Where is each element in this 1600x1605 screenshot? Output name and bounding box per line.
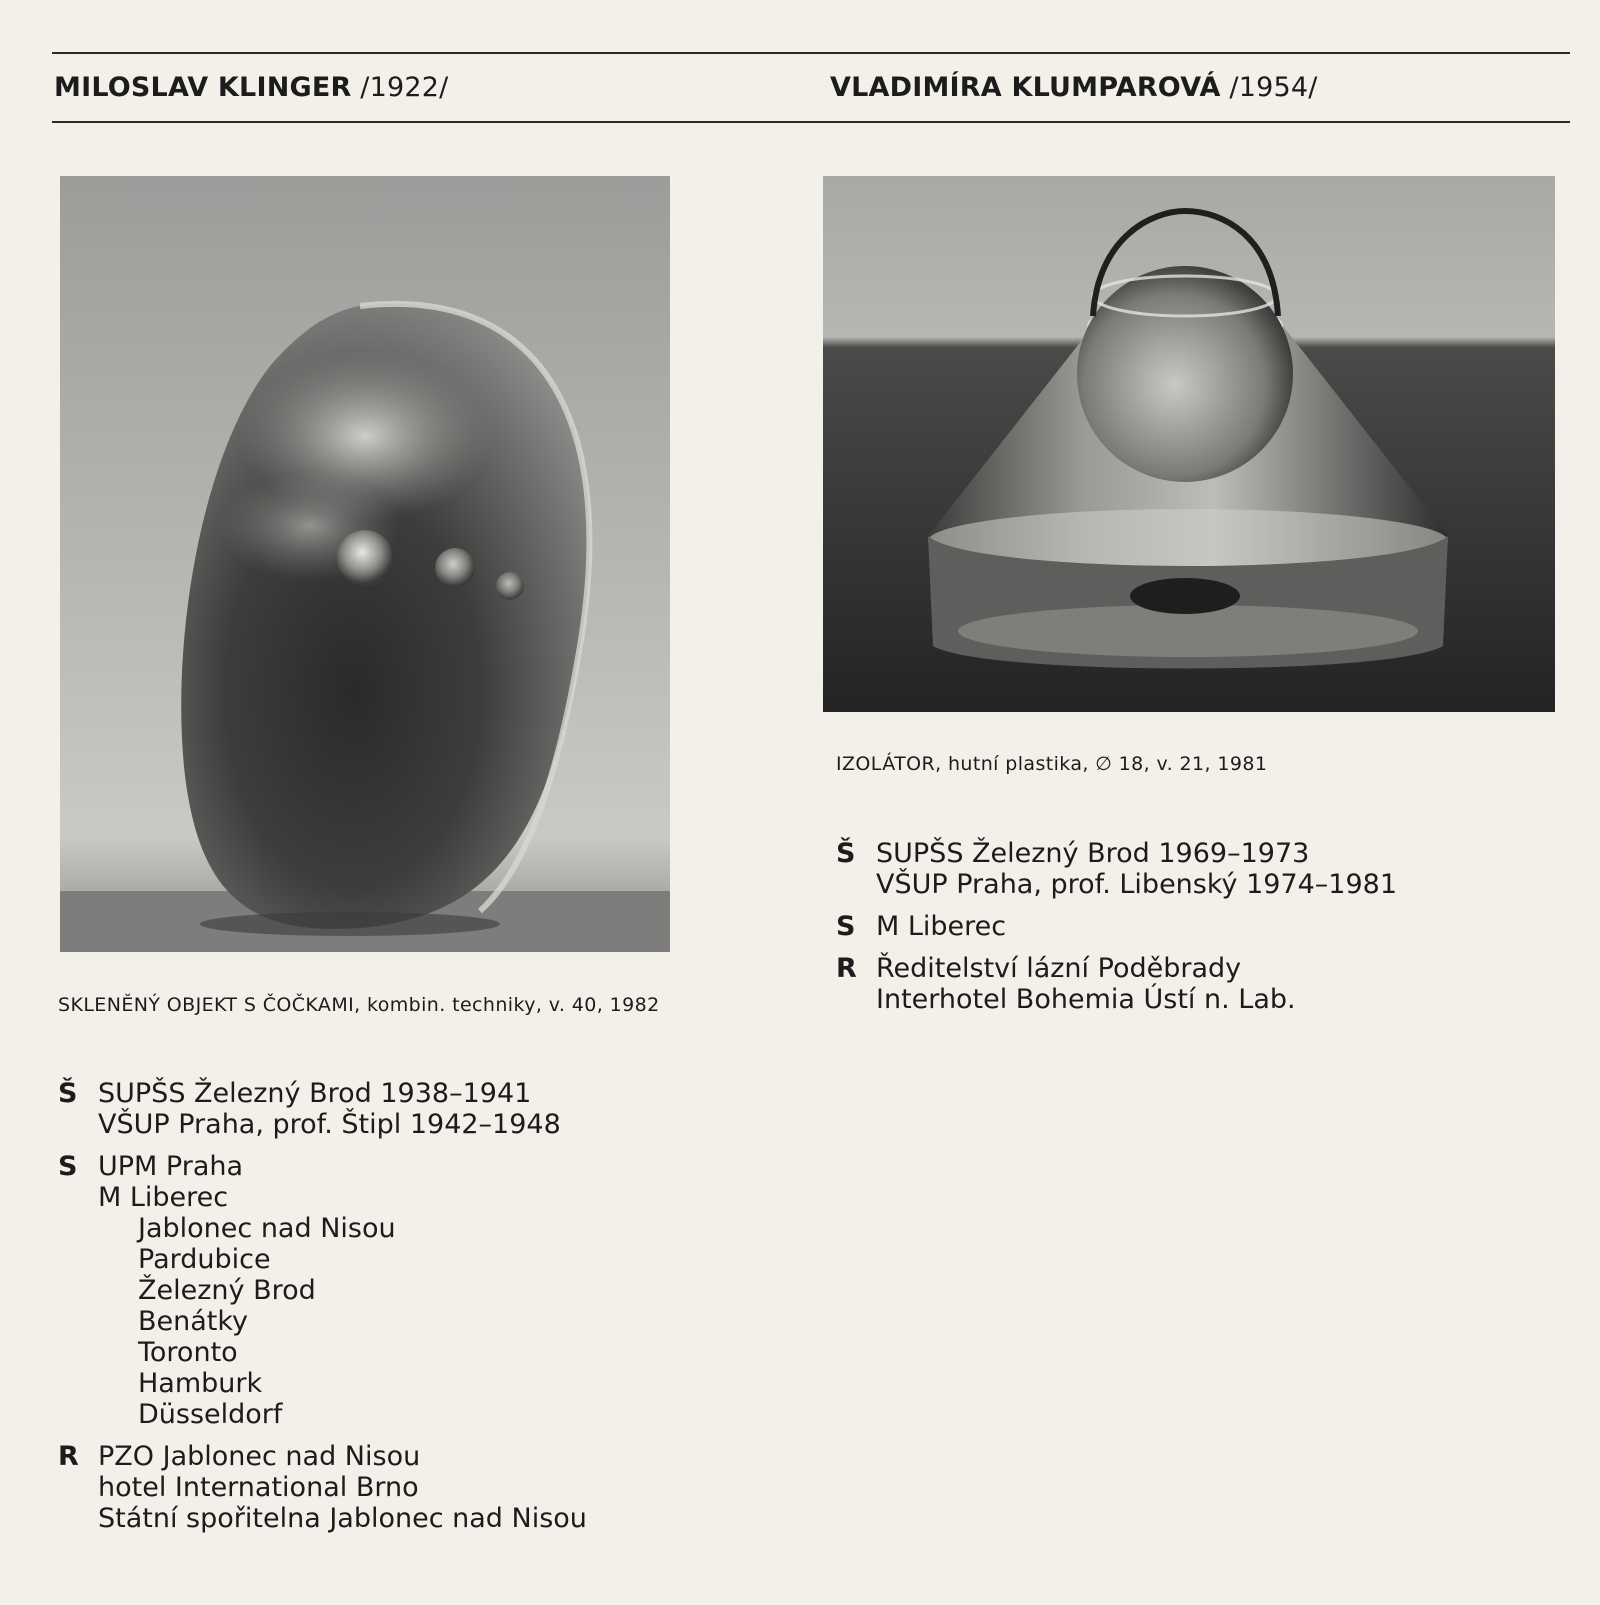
collection-subline: Jablonec nad Nisou — [138, 1213, 396, 1244]
realizations-letter: R — [58, 1441, 79, 1472]
artist-years: /1954/ — [1229, 72, 1318, 103]
caption-klumparova — [836, 753, 1267, 775]
header-bottom-rule — [52, 121, 1570, 123]
realization-line: hotel International Brno — [98, 1472, 419, 1503]
artist-years: /1922/ — [360, 72, 449, 103]
collection-subline: Toronto — [138, 1337, 238, 1368]
collection-subline: Düsseldorf — [138, 1399, 283, 1430]
artwork-details: , hutní plastika, ∅ 18, v. 21, 1981 — [935, 753, 1268, 775]
top-rule — [52, 52, 1570, 54]
artwork-details: , kombin. techniky, v. 40, 1982 — [354, 994, 660, 1016]
school-line: VŠUP Praha, prof. Libenský 1974–1981 — [876, 869, 1398, 900]
artwork-title: IZOLÁTOR — [836, 753, 936, 775]
artist-name: MILOSLAV KLINGER — [54, 72, 352, 103]
collection-line: M Liberec — [876, 911, 1007, 942]
collections-section — [836, 911, 1397, 942]
artwork-title: SKLENĚNÝ OBJEKT S ČOČKAMI — [58, 994, 355, 1016]
collection-line: UPM Praha — [98, 1151, 244, 1182]
school-section — [836, 838, 1397, 900]
realizations-section — [836, 953, 1397, 1015]
school-line: VŠUP Praha, prof. Štipl 1942–1948 — [98, 1109, 561, 1140]
collections-letter: S — [58, 1151, 78, 1182]
realization-line: Ředitelství lázní Poděbrady — [876, 953, 1242, 984]
school-line: SUPŠS Železný Brod 1938–1941 — [98, 1078, 532, 1109]
collection-subline: Hamburk — [138, 1368, 263, 1399]
realizations-letter: R — [836, 953, 857, 984]
school-line: SUPŠS Železný Brod 1969–1973 — [876, 838, 1310, 869]
collections-letter: S — [836, 911, 856, 942]
photo-glass-object-with-lenses — [60, 176, 670, 952]
school-letter: Š — [58, 1078, 78, 1109]
collection-subline: Pardubice — [138, 1244, 271, 1275]
artist-header-klumparova — [830, 72, 1318, 103]
info-klumparova — [836, 838, 1397, 1026]
school-section — [58, 1078, 587, 1140]
collection-subline: Benátky — [138, 1306, 249, 1337]
collection-line: M Liberec — [98, 1182, 229, 1213]
collections-section — [58, 1151, 587, 1430]
realization-line: Státní spořitelna Jablonec nad Nisou — [98, 1503, 587, 1534]
artist-name: VLADIMÍRA KLUMPAROVÁ — [830, 72, 1221, 103]
realizations-section — [58, 1441, 587, 1534]
school-letter: Š — [836, 838, 856, 869]
info-klinger — [58, 1078, 587, 1545]
caption-klinger — [58, 994, 660, 1016]
collection-subline: Železný Brod — [138, 1275, 316, 1306]
realization-line: Interhotel Bohemia Ústí n. Lab. — [876, 984, 1296, 1015]
realization-line: PZO Jablonec nad Nisou — [98, 1441, 421, 1472]
photo-insulator-sculpture — [823, 176, 1555, 712]
artist-header-klinger — [54, 72, 448, 103]
